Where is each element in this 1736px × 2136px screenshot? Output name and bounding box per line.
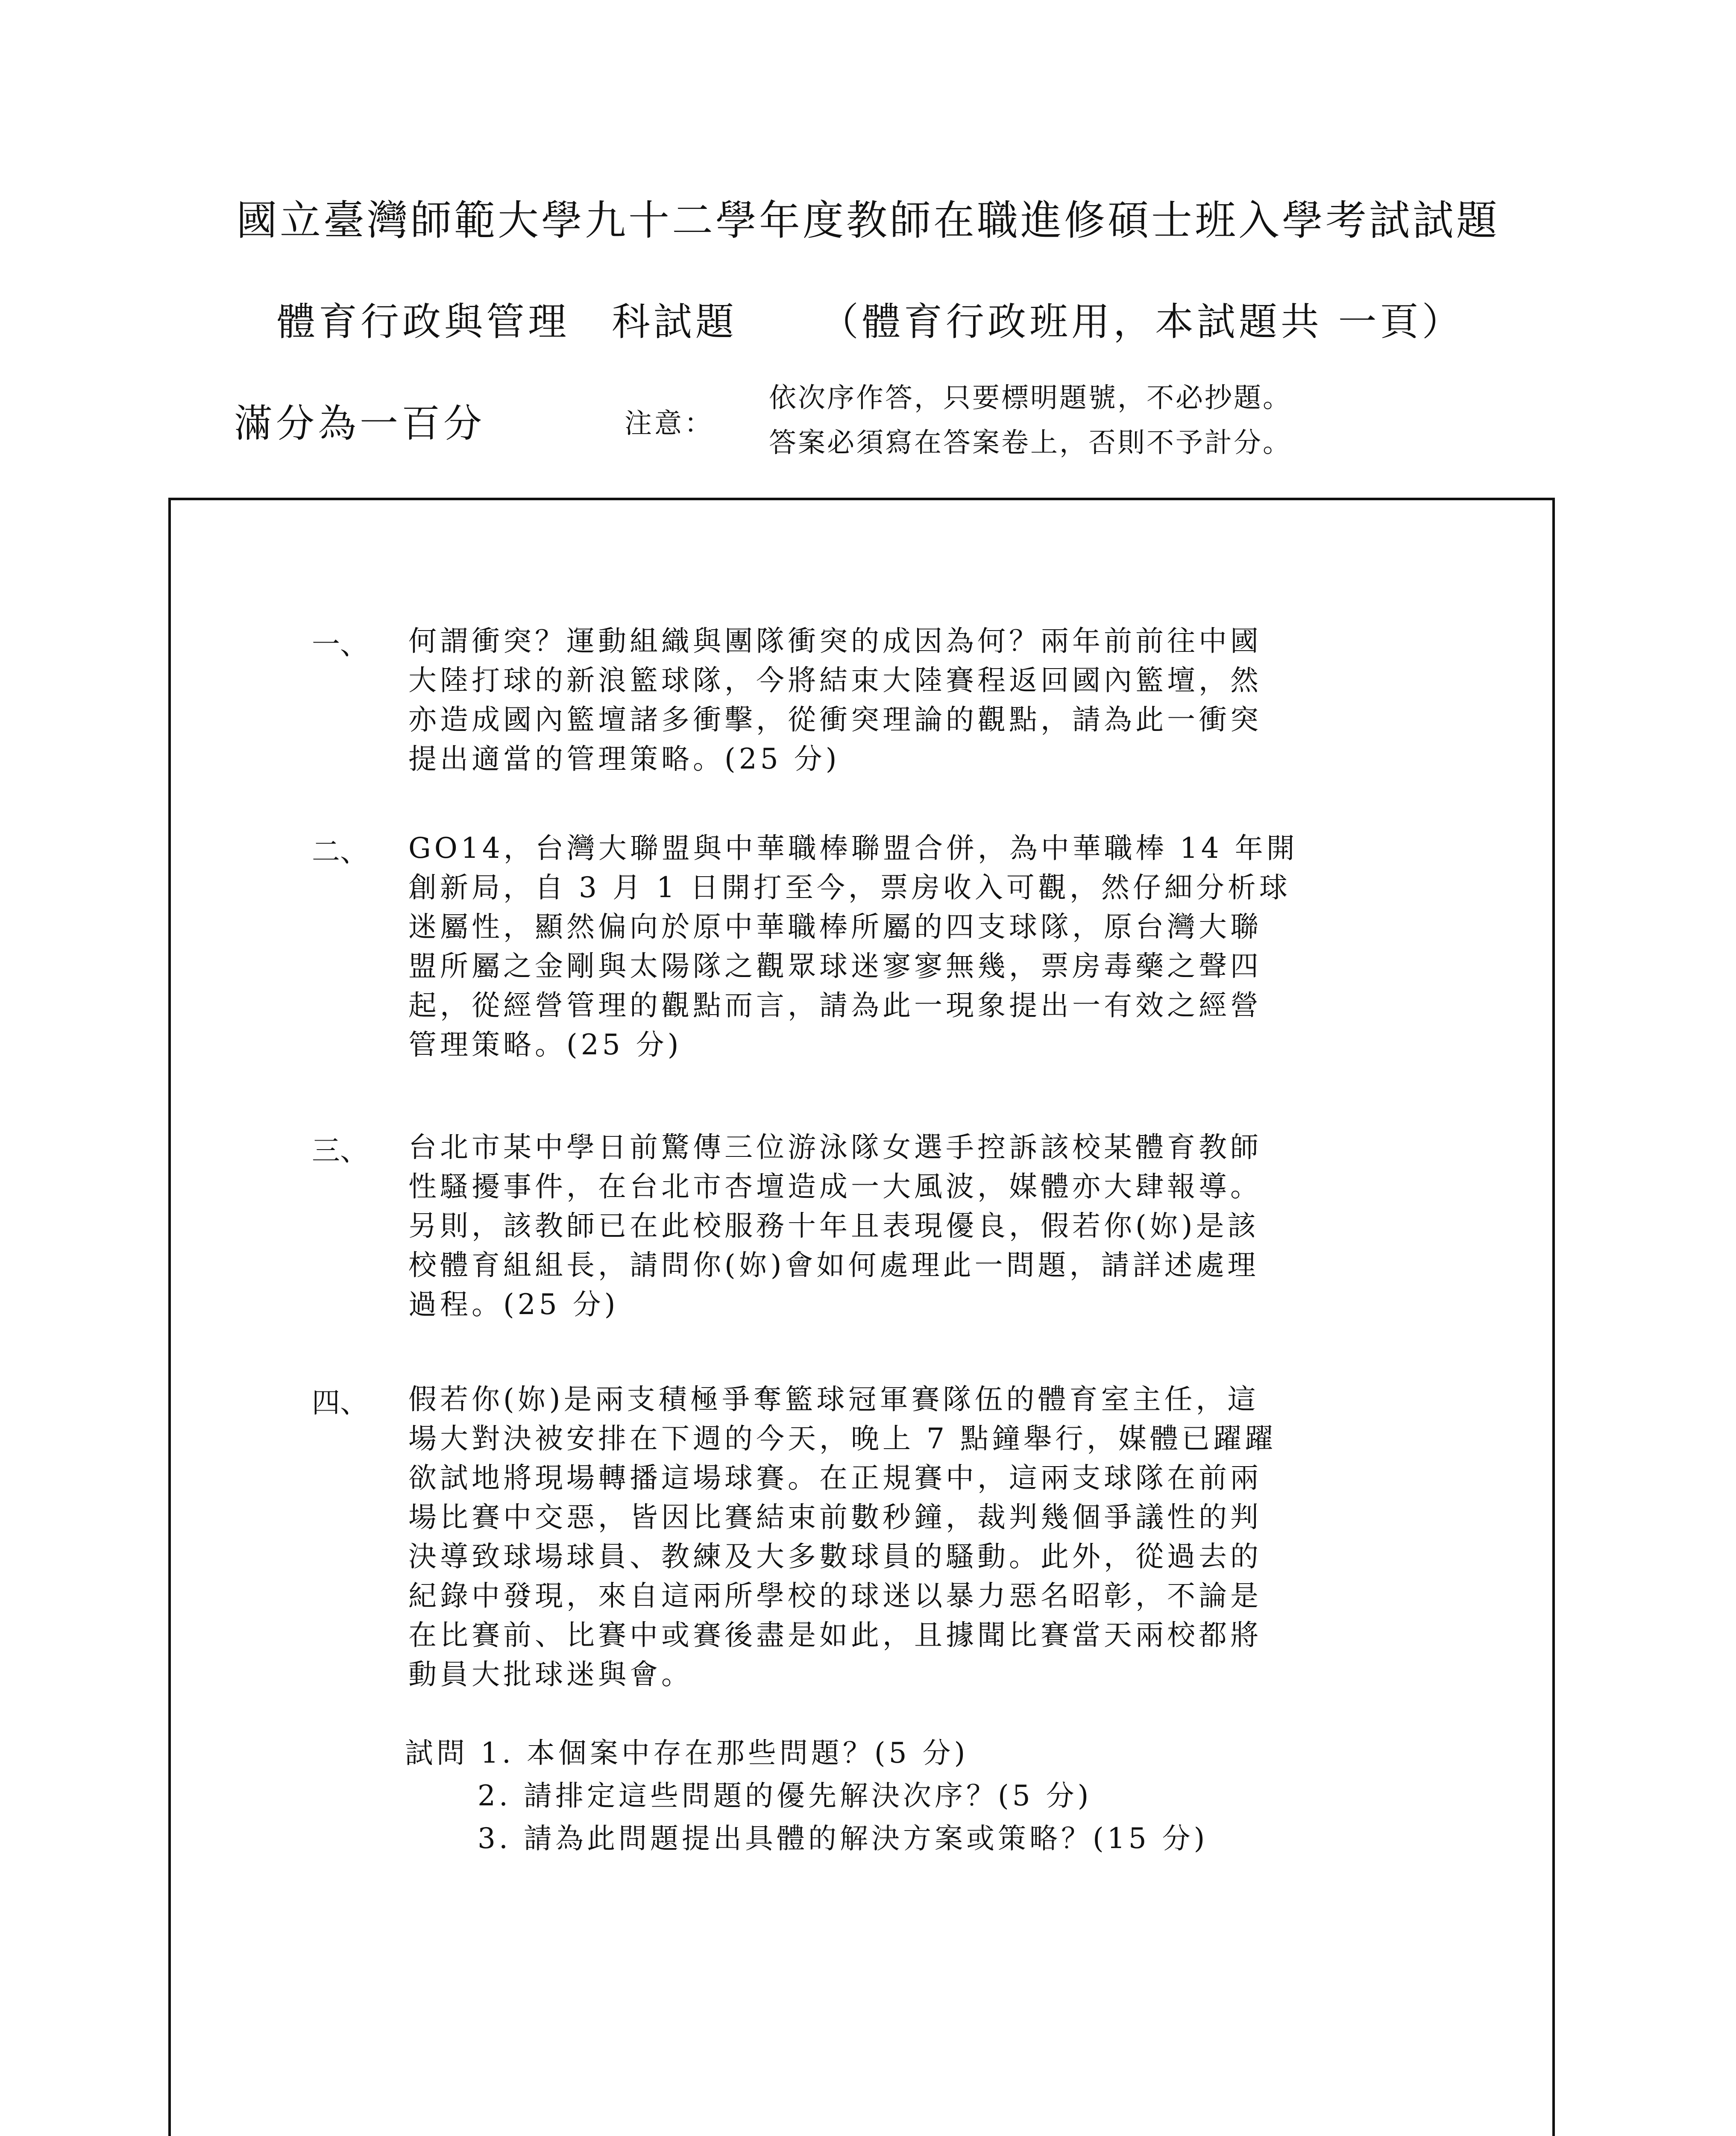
question-line: 欲試地將現場轉播這場球賽。在正規賽中，這兩支球隊在前兩 <box>408 1461 1262 1494</box>
question-line: 假若你(妳)是兩支積極爭奪籃球冠軍賽隊伍的體育室主任，這 <box>408 1383 1259 1416</box>
question-line: 過程。(25 分) <box>408 1288 619 1321</box>
question-line: 提出適當的管理策略。(25 分) <box>408 742 840 775</box>
question-line: 校體育組組長，請問你(妳)會如何處理此一問題，請詳述處理 <box>408 1249 1259 1282</box>
question-line: 場大對決被安排在下週的今天，晚上 7 點鐘舉行，媒體已躍躍 <box>408 1422 1276 1455</box>
question-body <box>408 829 1391 1065</box>
question-body <box>408 622 1391 779</box>
question-number: 四、 <box>312 1386 368 1419</box>
question-line: 場比賽中交惡，皆因比賽結束前數秒鐘，裁判幾個爭議性的判 <box>408 1501 1262 1534</box>
notice-label: 注意： <box>625 408 714 440</box>
question-line: 亦造成國內籃壇諸多衝擊，從衝突理論的觀點，請為此一衝突 <box>408 703 1262 736</box>
sub-question-3: 3. 請為此問題提出具體的解決方案或策略？(15 分) <box>478 1822 1208 1855</box>
sub-question-1: 試問 1. 本個案中存在那些問題？(5 分) <box>405 1737 969 1769</box>
question-line: 盟所屬之金剛與太陽隊之觀眾球迷寥寥無幾，票房毒藥之聲四 <box>408 950 1262 983</box>
question-line: 決導致球場球員、教練及大多數球員的騷動。此外，從過去的 <box>408 1540 1262 1573</box>
question-line: 性騷擾事件，在台北市杏壇造成一大風波，媒體亦大肆報導。 <box>408 1170 1262 1203</box>
question-line: 大陸打球的新浪籃球隊，今將結束大陸賽程返回國內籃壇，然 <box>408 664 1262 697</box>
notice-line: 依次序作答，只要標明題號，不必抄題。 <box>769 382 1292 414</box>
subject-line: 體育行政與管理 科試題 <box>277 299 737 344</box>
question-line: 在比賽前、比賽中或賽後盡是如此，且據聞比賽當天兩校都將 <box>408 1619 1262 1652</box>
question-number: 三、 <box>312 1134 368 1167</box>
question-body <box>408 1128 1391 1324</box>
question-number: 二、 <box>312 835 368 868</box>
question-line: 起，從經營管理的觀點而言，請為此一現象提出一有效之經營 <box>408 989 1262 1022</box>
question-line: 台北市某中學日前驚傳三位游泳隊女選手控訴該校某體育教師 <box>408 1131 1262 1164</box>
question-line: 紀錄中發現，來自這兩所學校的球迷以暴力惡名昭彰，不論是 <box>408 1579 1262 1612</box>
question-body <box>408 1380 1391 1694</box>
question-line: 創新局，自 3 月 1 日開打至今，票房收入可觀，然仔細分析球 <box>408 871 1291 904</box>
question-number: 一、 <box>312 628 368 661</box>
sub-question-2: 2. 請排定這些問題的優先解決次序？(5 分) <box>478 1779 1092 1812</box>
question-line: 動員大批球迷與會。 <box>408 1658 693 1691</box>
scope-note: （體育行政班用，本試題共 一頁） <box>820 299 1464 344</box>
full-score: 滿分為一百分 <box>234 401 485 446</box>
question-line: 何謂衝突？運動組織與團隊衝突的成因為何？兩年前前往中國 <box>408 625 1262 657</box>
notice-line: 答案必須寫在答案卷上，否則不予計分。 <box>769 427 1292 459</box>
question-line: GO14，台灣大聯盟與中華職棒聯盟合併，為中華職棒 14 年開 <box>408 832 1298 865</box>
exam-title: 國立臺灣師範大學九十二學年度教師在職進修碩士班入學考試試題 <box>236 197 1500 244</box>
question-line: 管理策略。(25 分) <box>408 1028 682 1061</box>
question-line: 迷屬性，顯然偏向於原中華職棒所屬的四支球隊，原台灣大聯 <box>408 910 1262 943</box>
question-line: 另則，該教師已在此校服務十年且表現優良，假若你(妳)是該 <box>408 1209 1259 1242</box>
